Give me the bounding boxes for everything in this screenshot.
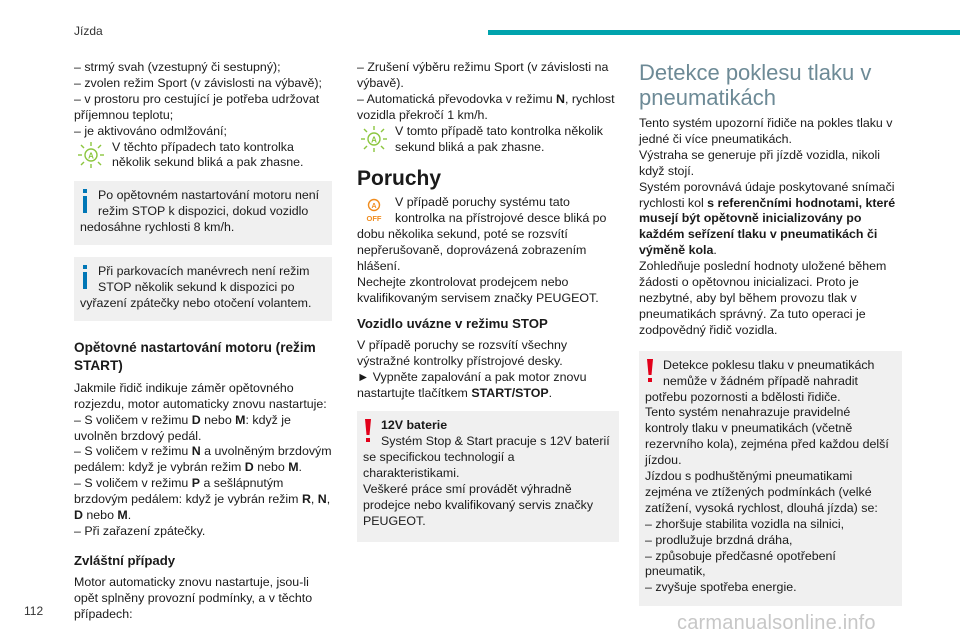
list-item: – Při zařazení zpátečky. (74, 523, 206, 538)
warning-box (357, 411, 619, 541)
body-text: Zohledňuje poslední hodnoty uložené během žádosti o opětovnou inicializaci. Proto je nezbytné, aby byl během provozu tlak v pneumatikách správný. Za tuto operaci je zodpovědný řidič vozidla. (639, 259, 887, 337)
list-item: – Automatická převodovka v režimu N, rychlost vozidla překročí 1 km/h. (357, 91, 615, 122)
info-icon (80, 264, 90, 290)
list-item: – S voličem v režimu P a sešlápnutým brzdovým pedálem: když je vybrán režim R, N, D nebo M. (74, 476, 331, 523)
warning-text: Tento systém nenahrazuje pravidelné kontroly tlaku v pneumatikách (včetně rezervního kola), zejména před každou delší jízdou. (645, 405, 889, 468)
faults-block (357, 195, 619, 306)
list-item: – zvyšuje spotřeba energie. (645, 580, 797, 595)
watermark: carmanualsonline.info (677, 612, 876, 634)
special-text: Motor automaticky znovu nastartuje, jsou-li opět splněny provozní podmínky, a v těchto případech: (74, 574, 313, 621)
section-title: Jízda (74, 24, 103, 38)
faults-text: V případě poruchy systému tato kontrolka na přístrojové desce bliká po dobu několika sekund, poté se rozsvítí nepřerušovaně, doprovázená zobrazením hlášení. (357, 195, 607, 274)
svg-text:A: A (371, 135, 377, 145)
column-3 (639, 60, 902, 606)
faults-text-2: Nechejte zkontrolovat prodejcem nebo kvalifikovaným servisem značky PEUGEOT. (357, 274, 599, 305)
header-accent-bar (488, 30, 960, 35)
restart-intro: Jakmile řidič indikuje záměr opětovného rozjezdu, motor automaticky znovu nastartuje: (74, 380, 327, 411)
info-box (74, 257, 332, 321)
stop-start-off-indicator-icon (357, 195, 391, 225)
info-text: Po opětovném nastartování motoru není režim STOP k dispozici, dokud vozidlo nedosáhne rychlosti 8 km/h. (80, 188, 320, 235)
stop-start-indicator-icon (74, 140, 108, 170)
warning-box (639, 351, 902, 607)
info-box (74, 181, 332, 245)
warning-text: Detekce poklesu tlaku v pneumatikách nemůže v žádném případě nahradit potřebu pozornosti a bdělosti řidiče. (645, 357, 875, 404)
stop-action: ► Vypněte zapalování a pak motor znovu nastartujte tlačítkem START/STOP. (357, 369, 587, 400)
list-item: – S voličem v režimu N a uvolněným brzdovým pedálem: když je vybrán režim D nebo M. (74, 444, 332, 475)
list-item: – zvolen režim Sport (v závislosti na výbavě); (74, 75, 322, 90)
list-item: – prodlužuje brzdná dráha, (645, 532, 793, 547)
list-item: – je aktivováno odmlžování; (74, 123, 227, 138)
list-item: – strmý svah (vzestupný či sestupný); (74, 60, 281, 74)
page-number: 112 (24, 604, 44, 618)
warning-title: 12V baterie (381, 418, 448, 433)
stop-heading: Vozidlo uvázne v režimu STOP (357, 315, 548, 331)
list-item: – Zrušení výběru režimu Sport (v závislosti na výbavě). (357, 60, 609, 90)
list-item: – způsobuje předčasné opotřebení pneumatik, (645, 548, 836, 579)
svg-text:A: A (371, 203, 377, 211)
warning-text: Veškeré práce smí provádět výhradně prodejce nebo kvalifikovaný servis značky PEUGEOT. (363, 482, 594, 528)
indicator-note (357, 124, 619, 156)
warning-icon (363, 418, 373, 444)
body-text: Výstraha se generuje při jízdě vozidla, nikoli když stojí. (639, 147, 881, 178)
section-heading: Detekce poklesu tlaku v pneumatikách (639, 60, 872, 110)
warning-text: Systém Stop & Start pracuje s 12V baterií se specifickou technologií a charakteristikami. (363, 434, 610, 481)
stop-text: V případě poruchy se rozsvítí všechny výstražné kontrolky přístrojové desky. (357, 337, 568, 368)
body-text: Tento systém upozorní řidiče na pokles tlaku v jedné či více pneumatikách. (639, 116, 893, 146)
indicator-text: V tomto případě tato kontrolka několik sekund bliká a pak zhasne. (395, 123, 604, 154)
warning-text: Jízdou s podhuštěnými pneumatikami zejména ve ztížených podmínkách (velké zatížení, vysoká rychlost, dlouhá jízda) se: (645, 469, 878, 515)
body-text: Systém porovnává údaje poskytované snímači rychlosti kol s referenčními hodnotami, které musejí být opětovně inicializovány po každém seřízení tlaku v pneumatikách či výměně kola. (639, 179, 896, 258)
column-1 (74, 60, 332, 623)
indicator-note (74, 140, 332, 172)
info-text: Při parkovacích manévrech není režim STOP několik sekund k dispozici po vyřazení zpátečky nebo otočení volantem. (80, 264, 312, 310)
restart-heading: Opětovné nastartování motoru (režim START) (74, 339, 316, 373)
warning-icon (645, 358, 655, 384)
svg-text:OFF: OFF (366, 214, 382, 224)
column-2 (357, 60, 619, 542)
info-icon (80, 188, 90, 214)
svg-text:A: A (88, 151, 94, 161)
list-item: – S voličem v režimu D nebo M: když je uvolněn brzdový pedál. (74, 412, 291, 443)
list-item: – v prostoru pro cestující je potřeba udržovat příjemnou teplotu; (74, 91, 320, 122)
faults-heading: Poruchy (357, 167, 442, 191)
special-heading: Zvláštní případy (74, 552, 176, 568)
indicator-text: V těchto případech tato kontrolka několik sekund bliká a pak zhasne. (112, 139, 304, 170)
list-item: – zhoršuje stabilita vozidla na silnici, (645, 516, 845, 531)
stop-start-indicator-icon (357, 124, 391, 154)
